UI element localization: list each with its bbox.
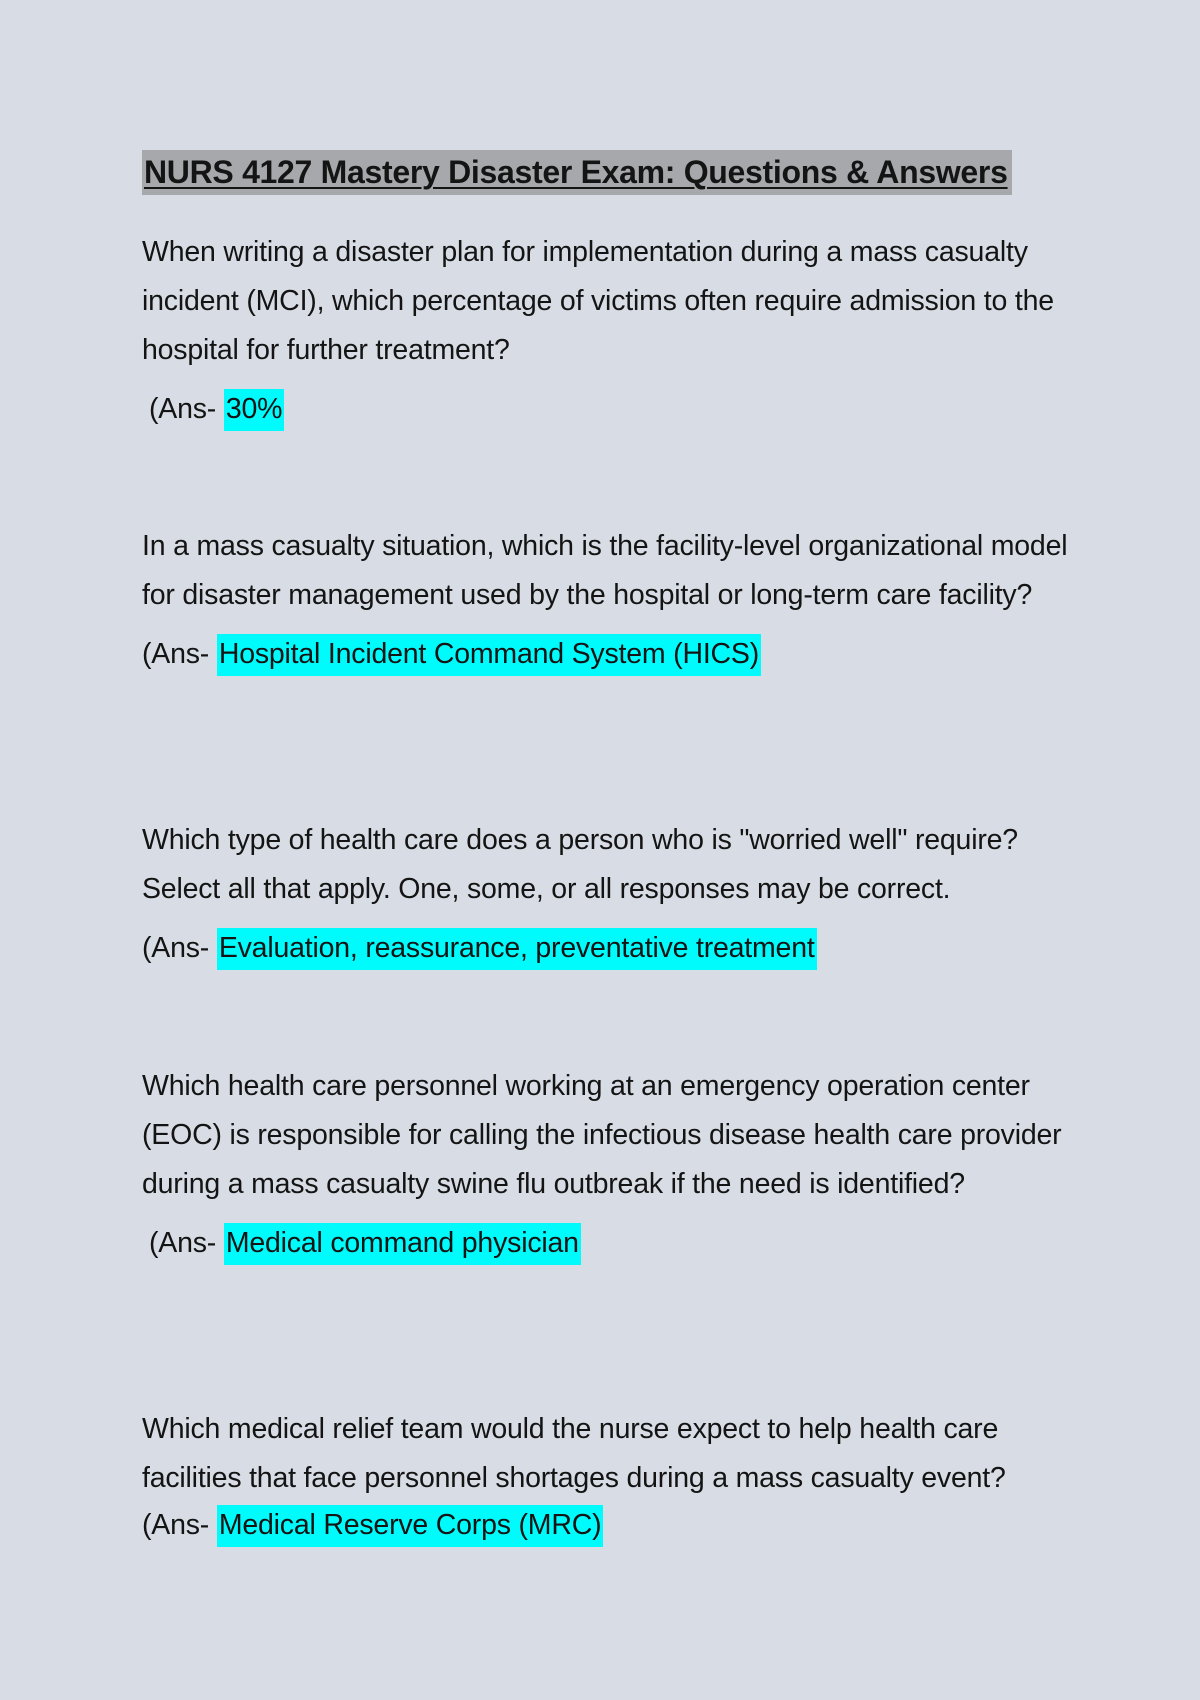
answer-prefix: (Ans- xyxy=(142,1509,210,1541)
qa-item-2 xyxy=(142,522,1072,676)
question-text: Which type of health care does a person who is "worried well" require? Select all that apply. One, some, or all responses may be correct. xyxy=(142,824,1018,905)
answer-text: Medical Reserve Corps (MRC) xyxy=(217,1505,604,1547)
answer-line xyxy=(142,1503,1072,1547)
answer-prefix: (Ans- xyxy=(142,638,210,670)
qa-item-3 xyxy=(142,816,1072,970)
document-content xyxy=(142,150,1072,1541)
question-text: When writing a disaster plan for implementation during a mass casualty incident (MCI), which percentage of victims often require admission to the hospital for further treatment? xyxy=(142,236,1054,366)
answer-prefix: (Ans- xyxy=(142,932,210,964)
question-text: Which health care personnel working at an emergency operation center (EOC) is responsible for calling the infectious disease health care provider during a mass casualty swine flu outbreak if the need is identified? xyxy=(142,1070,1062,1200)
question-text: Which medical relief team would the nurse expect to help health care facilities that face personnel shortages during a mass casualty event? xyxy=(142,1413,1006,1494)
qa-item-5 xyxy=(142,1405,1072,1547)
answer-prefix: (Ans- xyxy=(149,1227,217,1259)
answer-text: Hospital Incident Command System (HICS) xyxy=(217,634,761,676)
qa-item-1 xyxy=(142,228,1072,431)
answer-line xyxy=(142,1221,1072,1265)
answer-line xyxy=(142,632,1072,676)
answer-text: 30% xyxy=(224,389,284,431)
answer-text: Evaluation, reassurance, preventative treatment xyxy=(217,928,817,970)
question-text: In a mass casualty situation, which is the facility-level organizational model for disaster management used by the hospital or long-term care facility? xyxy=(142,530,1068,611)
answer-line xyxy=(142,926,1072,970)
answer-line xyxy=(142,387,1072,431)
qa-item-4 xyxy=(142,1062,1072,1265)
document-title: NURS 4127 Mastery Disaster Exam: Questions & Answers xyxy=(142,150,1012,195)
answer-prefix: (Ans- xyxy=(149,393,217,425)
answer-text: Medical command physician xyxy=(224,1223,581,1265)
